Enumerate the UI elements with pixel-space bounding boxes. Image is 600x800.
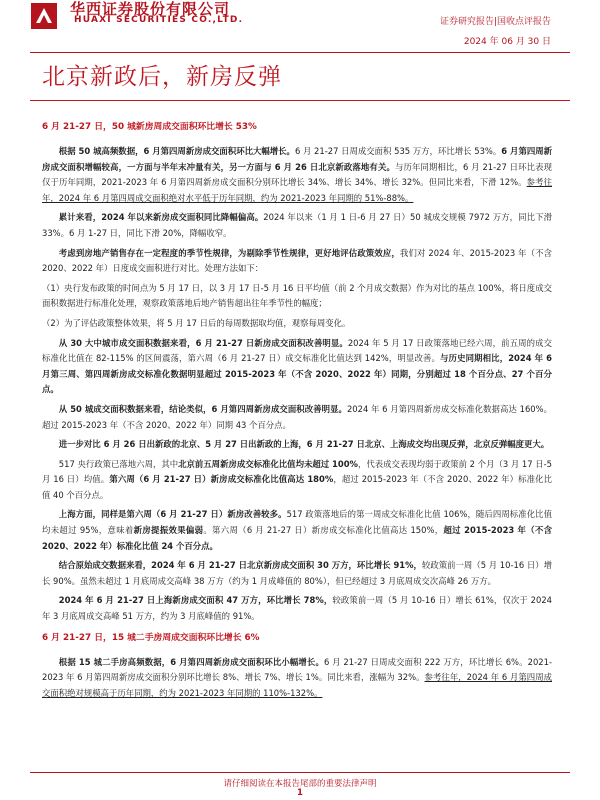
bold-text: 上海方面，同样是第六周（6 月 21-27 日）新房改善较多。 xyxy=(58,509,287,520)
bold-text: 根据 50 城高频数据，6 月第四周新房成交面积环比大幅增长。 xyxy=(58,146,295,156)
paragraph xyxy=(42,457,552,504)
text-run: 我们对 2024 年、2015-2023 年（不含 2020、2022 年）日度成交面积进行对比。处理方法如下： xyxy=(42,247,553,274)
text-run: 较政策前一周（5 月 10-16 日）增长 61%，仅次于 2024 年 3 月底周成交高峰 51 万方，约为 3 月底峰值的 91%。 xyxy=(42,595,552,622)
text-run: 2024 年 5 月 17 日政策落地已经六周，前五周的成交标准化比值在 82-115% 的区间震荡，第六周（6 月 21-27 日）成交标准化比值达到 142%，明显改善。 xyxy=(42,337,553,364)
bold-text: 北京前五周新房成交标准化比值均未超过 100% xyxy=(178,458,358,469)
underlined-text: 参考往年，2024 年 6 月第四周成交面积绝对水平低于历年同期，约为 2021-2023 年同期的 51%-88%。 xyxy=(42,177,552,203)
text-run: ，超过 2015-2023 年（不含 2020、2022 年）标准化比值 40 个百分点。 xyxy=(42,474,552,500)
company-name-en: HUAXI SECURITIES CO.,LTD. xyxy=(74,15,244,25)
bold-text: 第六周（6 月 21-27 日）新房成交标准化比值高达 180% xyxy=(109,474,334,485)
text-run: 。第六周（6 月 21-27 日）新房成交标准化比值高达 150%， xyxy=(203,525,444,536)
bold-text: 超过 2015-2023 年（不含 2020、2022 年）标准化比值 24 个百分点。 xyxy=(42,525,552,551)
page-header xyxy=(0,0,600,58)
text-run: 6 月 21-27 日周成交面积 222 万方，环比增长 6%。2021-2023 年 6 月第四周新房成交面积分别环比增长 8%、增长 7%、增长 1%。同比来看，涨幅为 32%。 xyxy=(42,656,552,683)
company-name-cn: 华西证券股份有限公司 xyxy=(70,0,231,18)
text-run: 517 央行政策已落地六周，其中 xyxy=(58,458,179,469)
section-title: 6 月 21-27 日，50 城新房周成交面积环比增长 53% xyxy=(42,122,257,132)
text-run: 较政策前一周（5 月 10-16 日）增长 90%。虽然未超过 1 月底周成交高峰 38 万方（约为 1 月成峰值的 80%），但已经超过 3 月底周成交次高峰 26 万方。 xyxy=(42,560,553,586)
bold-text: 累计来看，2024 年以来新房成交面积同比降幅偏高。 xyxy=(58,212,264,223)
text-run: ，代表成交表现均弱于政策前 2 个月（3 月 17 日-5 月 16 日）均值。 xyxy=(42,458,552,485)
text-run: 2024 年以来（1 月 1 日-6 月 27 日）50 城成交规模 7972 万方，同比下滑 33%。6 月 1-27 日，同比下滑 20%，降幅收窄。 xyxy=(42,212,552,238)
bold-text: 与历史同期相比，2024 年 6 月第三周、第四周新房成交标准化数据明显超过 2015-2023 年（不含 2020、2022 年）同期，分别超过 18 个百分点、27 个百分点。 xyxy=(42,353,553,395)
bold-text: 进一步对比 6 月 26 日出新政的北京、5 月 27 日出新政的上海，6 月 21-27 日北京、上海成交均出现反弹，北京反弹幅度更大。 xyxy=(58,439,550,450)
paragraph xyxy=(42,655,552,702)
text-run: 2024 年 6 月第四周新房成交标准化数据高达 160%。超过 2015-2023 年（不含 2020、2022 年）同期 43 个百分点。 xyxy=(42,403,553,430)
paragraph xyxy=(42,281,552,312)
title-divider xyxy=(30,100,570,101)
bold-text: 新房提振效果偏弱 xyxy=(133,525,204,536)
paragraph xyxy=(42,437,552,453)
section-title: 6 月 21-27 日，15 城二手房周成交面积环比增长 6% xyxy=(42,632,260,643)
bold-text: 考虑到房地产销售存在一定程度的季节性规律，为剔除季节性规律，更好地评估政策效应， xyxy=(58,247,400,258)
paragraph xyxy=(42,144,552,206)
paragraph xyxy=(42,210,552,241)
header-divider xyxy=(30,52,570,53)
underlined-text: 参考往年，2024 年 6 月第四周成交面积绝对规模高于历年同期，约为 2021-2023 年同期的 110%-132%。 xyxy=(42,672,552,698)
page-title: 北京新政后，新房反弹 xyxy=(42,64,282,90)
paragraph xyxy=(42,507,552,554)
text-run: 517 政策落地后的第一周成交标准化比值 106%，随后四周标准化比值均未超过 95%，意味着 xyxy=(42,509,552,536)
text-run: （1）央行发布政策的时间点为 5 月 17 日，以 3 月 17 日-5 月 16 日平均值（前 2 个月成交数据）作为对比的基点 100%，将日度成交面积数据进行标准化处理，观察政策落地后地产销售超出往年季节性的幅度； xyxy=(42,282,552,309)
bold-text: 6 月第四周新房成交面积增幅较高，一方面与半年末冲量有关，另一方面与 6 月 26 日北京新政落地有关。 xyxy=(42,146,552,172)
paragraph xyxy=(42,558,552,589)
paragraph xyxy=(42,402,552,433)
bold-text: 2024 年 6 月 21-27 日上海新房成交面积 47 万方，环比增长 78%， xyxy=(58,595,333,606)
text-run: 与历年同期相比，6 月 21-27 日环比表现仅于历年同期，2021-2023 年 6 月第四周新房成交面积分别环比增长 34%、增长 34%、增长 32%。但同比来看，下滑 12%。 xyxy=(42,161,552,188)
paragraph xyxy=(42,593,552,624)
text-run: （2）为了评估政策整体效果，将 5 月 17 日后的每周数据取均值，观察每周变化。 xyxy=(42,317,351,328)
report-date: 2024 年 06 月 30 日 xyxy=(463,37,551,47)
page-number: 1 xyxy=(297,788,303,798)
paragraph xyxy=(42,316,552,332)
text-run: 6 月 21-27 日周成交面积 535 万方，环比增长 53%。 xyxy=(294,146,502,156)
footer-divider xyxy=(30,772,570,773)
bold-text: 根据 15 城二手房高频数据，6 月第四周新房成交面积环比小幅增长。 xyxy=(58,656,324,667)
paragraph xyxy=(42,336,552,398)
bold-text: 结合原始成交数据来看，2024 年 6 月 21-27 日北京新房成交面积 30 万方，环比增长 91%， xyxy=(58,560,422,571)
bold-text: 从 30 大中城市成交面积数据来看，6 月 21-27 日新房成交面积改善明显。 xyxy=(58,337,348,348)
paragraph xyxy=(42,246,552,277)
report-type: 证券研究报告|国收点评报告 xyxy=(439,17,551,27)
legal-disclaimer: 请仔细阅读在本报告尾部的重要法律声明 xyxy=(223,779,377,789)
huaxi-logo-icon xyxy=(31,3,57,29)
bold-text: 从 50 城成交面积数据来看，结论类似，6 月第四周新房成交面积改善明显。 xyxy=(58,403,347,414)
report-body xyxy=(42,120,552,705)
